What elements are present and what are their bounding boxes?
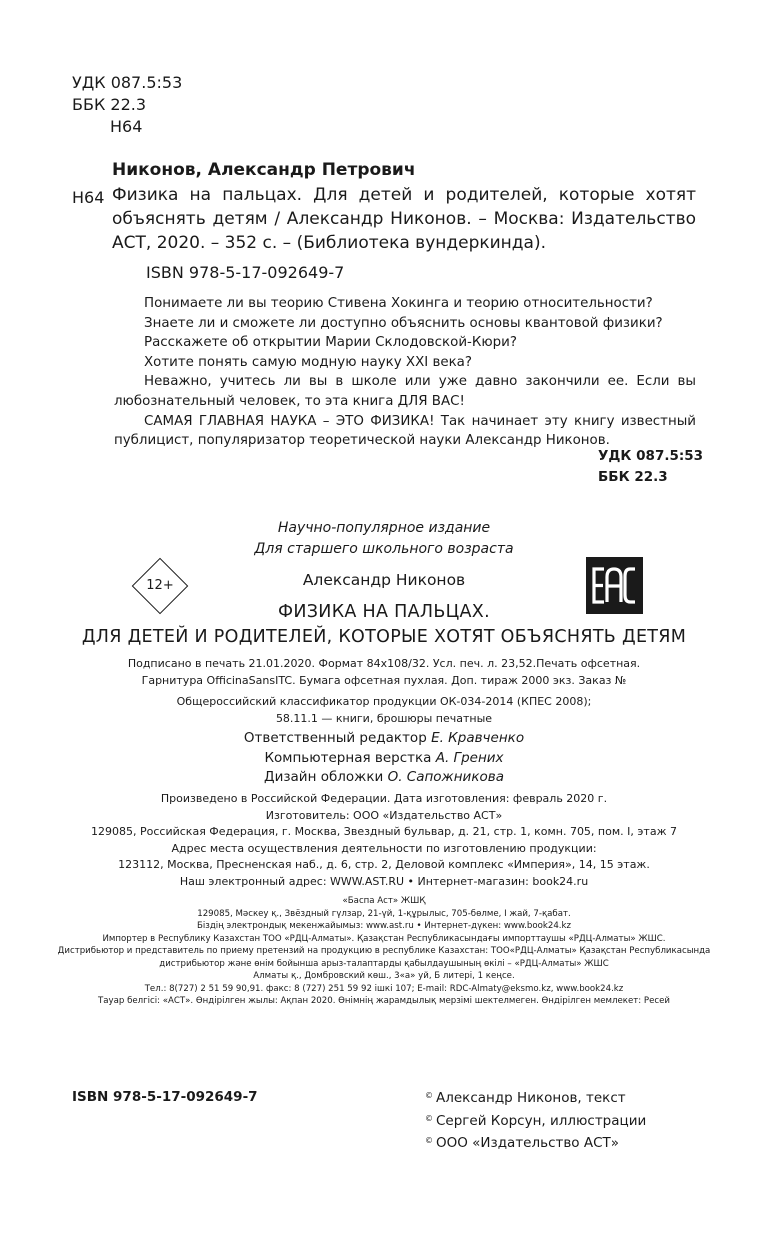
kz-line: 129085, Мәскеу қ., Звёздный гүлзар, 21-үй, 1-құрылыс, 705-бөлме, I жай, 7-қабат. bbox=[197, 908, 571, 919]
print-info-line: Подписано в печать 21.01.2020. Формат 84x108/32. Усл. печ. л. 23,52.Печать офсетная. bbox=[127, 657, 641, 670]
manufacturer-line: Наш электронный адрес: WWW.AST.RU • Интернет-магазин: book24.ru bbox=[179, 874, 589, 888]
kz-line: Алматы қ., Домбровский көш., 3«а» уй, Б литері, 1 кеңсе. bbox=[253, 971, 515, 981]
copyright-line: © Сергей Корсун, иллюстрации bbox=[425, 1112, 647, 1129]
annotation-paragraph: Расскажете об открытии Марии Склодовской-Кюри? bbox=[144, 335, 517, 351]
udk-code: УДК 087.5:53 bbox=[72, 73, 183, 92]
editors-block bbox=[0, 729, 768, 788]
manufacturer-line: Адрес места осуществления деятельности по изготовлению продукции: bbox=[171, 841, 597, 855]
copyright-line: © Александр Никонов, текст bbox=[425, 1090, 626, 1106]
copyright-icon: © bbox=[425, 1136, 433, 1145]
copyright-icon: © bbox=[425, 1091, 433, 1100]
kz-line: дистрибьютор және өнім бойынша арыз-талаптарды қабылдаушының өкілі – «РДЦ-Алматы» ЖШС bbox=[159, 958, 609, 969]
kazakhstan-info bbox=[0, 895, 768, 1008]
copyright-icon: © bbox=[425, 1113, 433, 1123]
annotation bbox=[114, 294, 696, 451]
author-mark-left: Н64 bbox=[72, 188, 105, 207]
manufacturer-info bbox=[0, 791, 768, 890]
editor-line: Компьютерная верстка А. Грених bbox=[264, 749, 504, 766]
isbn-top: ISBN 978-5-17-092649-7 bbox=[146, 263, 345, 282]
book-subtitle-line: ДЛЯ ДЕТЕЙ И РОДИТЕЛЕЙ, КОТОРЫЕ ХОТЯТ ОБЪЯСНЯТЬ ДЕТЯМ bbox=[81, 627, 687, 647]
manufacturer-line: 123112, Москва, Пресненская наб., д. 6, стр. 2, Деловой комплекс «Империя», 14, 15 этаж. bbox=[118, 858, 650, 871]
manufacturer-line: Произведено в Российской Федерации. Дата изготовления: февраль 2020 г. bbox=[160, 792, 608, 805]
isbn-bottom: ISBN 978-5-17-092649-7 bbox=[72, 1089, 258, 1105]
audience-line: Для старшего школьного возраста bbox=[254, 541, 514, 557]
annotation-paragraph: Знаете ли и сможете ли доступно объяснить основы квантовой физики? bbox=[144, 315, 663, 331]
author-heading: Никонов, Александр Петрович bbox=[112, 160, 416, 180]
book-title-line: ФИЗИКА НА ПАЛЬЦАХ. bbox=[278, 602, 490, 622]
classification-header bbox=[72, 72, 182, 138]
manufacturer-line: Изготовитель: ООО «Издательство АСТ» bbox=[265, 808, 503, 822]
book-author: Александр Никонов bbox=[302, 571, 466, 589]
classifier-info bbox=[0, 694, 768, 727]
classifier-line: Общероссийский классификатор продукции ОК-034-2014 (КПЕС 2008); bbox=[176, 695, 592, 708]
bibliographic-description: Физика на пальцах. Для детей и родителей, которые хотят объяснять детям / Александр Никонов. – Москва: Издательство АСТ, 2020. – 352 с. – (Библиотека вундеркинда). bbox=[112, 185, 696, 253]
manufacturer-line: 129085, Российская Федерация, г. Москва, Звездный бульвар, д. 21, стр. 1, комн. 705, пом. I, этаж 7 bbox=[91, 825, 677, 838]
udk-code-right: УДК 087.5:53 bbox=[598, 448, 704, 464]
editor-line: Дизайн обложки О. Сапожникова bbox=[264, 769, 504, 785]
annotation-paragraph: Неважно, учитесь ли вы в школе или уже давно закончили ее. Если вы любознательный человек, то эта книга ДЛЯ ВАС! bbox=[114, 374, 696, 409]
classifier-line: 58.11.1 — книги, брошюры печатные bbox=[275, 711, 493, 725]
genre-block bbox=[0, 518, 768, 560]
kz-line: «Баспа Аст» ЖШҚ bbox=[342, 896, 426, 906]
annotation-paragraph: САМАЯ ГЛАВНАЯ НАУКА – ЭТО ФИЗИКА! Так начинает эту книгу известный публицист, популяризатор теоретической науки Александр Никонов. bbox=[114, 413, 696, 449]
kz-line: Дистрибьютор и представитель по приему претензий на продукцию в республике Казахстан: ТОО«РДЦ-Алматы» Қазақстан Республикасында bbox=[57, 946, 711, 956]
genre-line: Научно-популярное издание bbox=[277, 520, 491, 536]
annotation-paragraph: Понимаете ли вы теорию Стивена Хокинга и теорию относительности? bbox=[144, 296, 653, 311]
kz-line: Импортер в Республику Казахстан ТОО «РДЦ-Алматы». Қазақстан Республикасындағы импорттаушы «РДЦ-Алматы» ЖШС. bbox=[102, 933, 666, 944]
annotation-paragraph: Хотите понять самую модную науку XXI века? bbox=[144, 354, 472, 370]
kz-line: Біздің электрондық мекенжайымыз: www.ast.ru • Интернет-дүкен: www.book24.kz bbox=[196, 921, 572, 931]
copyright-line: © ООО «Издательство АСТ» bbox=[425, 1135, 620, 1151]
kz-line: Тауар белгісі: «АСТ». Өндірілген жылы: Ақпан 2020. Өнімнің жарамдылық мерзімі шектелмеген. Өндірілген мемлекет: Ресей bbox=[98, 996, 670, 1006]
kz-line: Тел.: 8(727) 2 51 59 90,91. факс: 8 (727) 251 59 92 ішкі 107; E-mail: RDC-Almaty@eksmo.kz, www.book24.kz bbox=[144, 983, 624, 994]
copyrights-block bbox=[425, 1086, 646, 1154]
age-rating-text: 12+ bbox=[146, 578, 174, 593]
author-mark: Н64 bbox=[110, 117, 143, 136]
print-info bbox=[0, 656, 768, 689]
print-info-line: Гарнитура OfficinaSansITC. Бумага офсетная пухлая. Доп. тираж 2000 экз. Заказ № bbox=[141, 673, 627, 687]
editor-line: Ответственный редактор Е. Кравченко bbox=[243, 730, 525, 746]
bbk-code-right: ББК 22.3 bbox=[598, 469, 668, 485]
book-title bbox=[0, 600, 768, 650]
bbk-code: ББК 22.3 bbox=[72, 95, 147, 114]
classification-right bbox=[598, 446, 703, 488]
